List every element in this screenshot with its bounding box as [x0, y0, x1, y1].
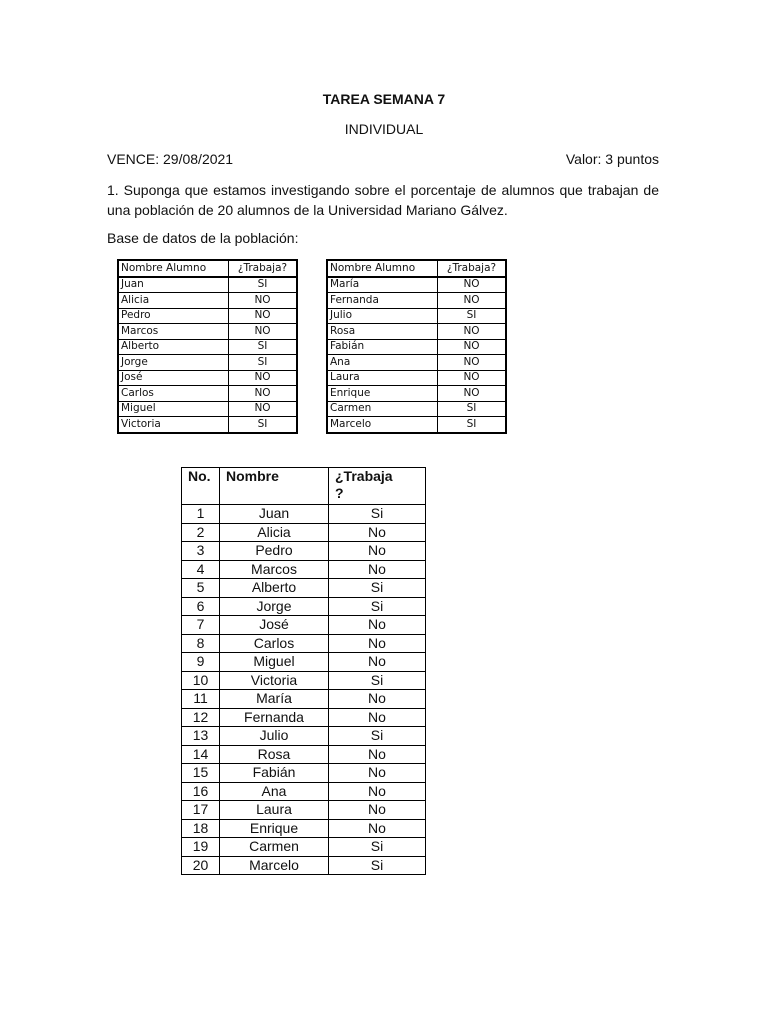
works-cell: NO: [438, 386, 507, 402]
number-cell: 10: [182, 671, 220, 690]
works-cell: No: [329, 653, 426, 672]
works-cell: No: [329, 819, 426, 838]
name-cell: Victoria: [220, 671, 329, 690]
student-name-cell: Laura: [327, 370, 438, 386]
table-row: [182, 616, 426, 635]
works-cell: NO: [438, 277, 507, 293]
works-cell: Si: [329, 579, 426, 598]
works-cell: SI: [229, 339, 298, 355]
table-row: [118, 293, 297, 309]
works-cell: SI: [229, 417, 298, 433]
page-title: TAREA SEMANA 7: [322, 91, 446, 107]
table-row: [182, 560, 426, 579]
source-table-header: [327, 260, 506, 277]
works-cell: NO: [438, 324, 507, 340]
table-row: [118, 277, 297, 293]
works-cell: Si: [329, 838, 426, 857]
works-cell: Si: [329, 856, 426, 875]
student-name-cell: Carlos: [118, 386, 229, 402]
works-cell: No: [329, 782, 426, 801]
table-row: [182, 671, 426, 690]
works-cell: SI: [229, 355, 298, 371]
number-cell: 18: [182, 819, 220, 838]
header-number: No.: [182, 468, 220, 505]
number-cell: 5: [182, 579, 220, 598]
table-row: [182, 764, 426, 783]
table-row: [327, 355, 506, 371]
works-cell: No: [329, 560, 426, 579]
student-name-cell: Rosa: [327, 324, 438, 340]
number-cell: 7: [182, 616, 220, 635]
table-row: [182, 856, 426, 875]
student-name-cell: Miguel: [118, 401, 229, 417]
table-row: [327, 401, 506, 417]
table-row: [327, 324, 506, 340]
name-cell: Fabián: [220, 764, 329, 783]
name-cell: Carmen: [220, 838, 329, 857]
works-cell: SI: [438, 417, 507, 433]
table-row: [182, 634, 426, 653]
question-text: 1. Suponga que estamos investigando sobre el porcentaje de alumnos que trabajan de una población de 20 alumnos de la Universidad Mariano Gálvez.: [107, 182, 659, 218]
number-cell: 11: [182, 690, 220, 709]
works-cell: NO: [229, 370, 298, 386]
number-cell: 2: [182, 523, 220, 542]
number-cell: 17: [182, 801, 220, 820]
student-name-cell: Fernanda: [327, 293, 438, 309]
table-row: [327, 277, 506, 293]
source-table-header: [118, 260, 297, 277]
name-cell: Ana: [220, 782, 329, 801]
name-cell: Juan: [220, 505, 329, 524]
student-name-cell: Jorge: [118, 355, 229, 371]
works-cell: NO: [438, 370, 507, 386]
works-cell: NO: [438, 293, 507, 309]
table-row: [182, 801, 426, 820]
student-name-cell: Marcelo: [327, 417, 438, 433]
number-cell: 19: [182, 838, 220, 857]
header-student-name: Nombre Alumno: [118, 260, 229, 277]
student-name-cell: Ana: [327, 355, 438, 371]
number-cell: 8: [182, 634, 220, 653]
table-row: [182, 579, 426, 598]
summary-table: [181, 467, 426, 875]
works-cell: NO: [229, 401, 298, 417]
number-cell: 4: [182, 560, 220, 579]
table-row: [327, 370, 506, 386]
name-cell: Carlos: [220, 634, 329, 653]
number-cell: 9: [182, 653, 220, 672]
number-cell: 13: [182, 727, 220, 746]
number-cell: 15: [182, 764, 220, 783]
works-cell: NO: [438, 339, 507, 355]
works-cell: NO: [229, 324, 298, 340]
works-cell: SI: [229, 277, 298, 293]
name-cell: Pedro: [220, 542, 329, 561]
student-name-cell: Julio: [327, 308, 438, 324]
table-row: [327, 386, 506, 402]
number-cell: 3: [182, 542, 220, 561]
works-cell: No: [329, 523, 426, 542]
name-cell: Enrique: [220, 819, 329, 838]
assignment-value: Valor: 3 puntos: [565, 151, 659, 167]
page-subtitle: INDIVIDUAL: [344, 121, 424, 137]
number-cell: 1: [182, 505, 220, 524]
header-student-name: Nombre Alumno: [327, 260, 438, 277]
table-row: [182, 597, 426, 616]
name-cell: Julio: [220, 727, 329, 746]
table-row: [118, 386, 297, 402]
works-cell: No: [329, 708, 426, 727]
table-row: [182, 782, 426, 801]
works-cell: No: [329, 745, 426, 764]
student-name-cell: María: [327, 277, 438, 293]
works-cell: No: [329, 634, 426, 653]
table-row: [118, 324, 297, 340]
works-cell: NO: [229, 386, 298, 402]
table-row: [327, 293, 506, 309]
table-row: [182, 653, 426, 672]
number-cell: 16: [182, 782, 220, 801]
works-cell: NO: [438, 355, 507, 371]
student-name-cell: Juan: [118, 277, 229, 293]
student-name-cell: Pedro: [118, 308, 229, 324]
table-row: [118, 417, 297, 433]
name-cell: José: [220, 616, 329, 635]
name-cell: Miguel: [220, 653, 329, 672]
table-row: [118, 308, 297, 324]
name-cell: Marcelo: [220, 856, 329, 875]
student-name-cell: Fabián: [327, 339, 438, 355]
name-cell: María: [220, 690, 329, 709]
works-cell: No: [329, 764, 426, 783]
name-cell: Rosa: [220, 745, 329, 764]
student-name-cell: José: [118, 370, 229, 386]
table-row: [327, 417, 506, 433]
works-cell: SI: [438, 401, 507, 417]
database-title: Base de datos de la población:: [107, 230, 299, 246]
table-row: [182, 819, 426, 838]
table-row: [182, 745, 426, 764]
student-name-cell: Enrique: [327, 386, 438, 402]
works-cell: No: [329, 542, 426, 561]
works-cell: NO: [229, 293, 298, 309]
works-cell: Si: [329, 505, 426, 524]
table-row: [118, 370, 297, 386]
summary-table-header: [182, 468, 426, 505]
works-cell: No: [329, 801, 426, 820]
source-table-left: [117, 259, 298, 434]
works-cell: Si: [329, 727, 426, 746]
table-row: [118, 401, 297, 417]
table-row: [118, 355, 297, 371]
name-cell: Jorge: [220, 597, 329, 616]
student-name-cell: Victoria: [118, 417, 229, 433]
name-cell: Alberto: [220, 579, 329, 598]
table-row: [182, 838, 426, 857]
table-row: [182, 523, 426, 542]
header-name: Nombre: [220, 468, 329, 505]
header-works: ¿Trabaja?: [229, 260, 298, 277]
table-row: [327, 308, 506, 324]
table-row: [182, 505, 426, 524]
number-cell: 6: [182, 597, 220, 616]
student-name-cell: Carmen: [327, 401, 438, 417]
name-cell: Fernanda: [220, 708, 329, 727]
name-cell: Laura: [220, 801, 329, 820]
works-cell: Si: [329, 597, 426, 616]
works-cell: No: [329, 616, 426, 635]
header-works: ¿Trabaja?: [438, 260, 507, 277]
table-row: [118, 339, 297, 355]
works-cell: SI: [438, 308, 507, 324]
student-name-cell: Alberto: [118, 339, 229, 355]
table-row: [327, 339, 506, 355]
table-row: [182, 708, 426, 727]
number-cell: 12: [182, 708, 220, 727]
student-name-cell: Marcos: [118, 324, 229, 340]
due-date: VENCE: 29/08/2021: [107, 151, 234, 167]
table-row: [182, 542, 426, 561]
table-row: [182, 727, 426, 746]
name-cell: Marcos: [220, 560, 329, 579]
source-table-right: [326, 259, 507, 434]
number-cell: 14: [182, 745, 220, 764]
works-cell: NO: [229, 308, 298, 324]
header-works: ¿Trabaja ?: [329, 468, 426, 505]
name-cell: Alicia: [220, 523, 329, 542]
student-name-cell: Alicia: [118, 293, 229, 309]
works-cell: No: [329, 690, 426, 709]
table-row: [182, 690, 426, 709]
number-cell: 20: [182, 856, 220, 875]
works-cell: Si: [329, 671, 426, 690]
